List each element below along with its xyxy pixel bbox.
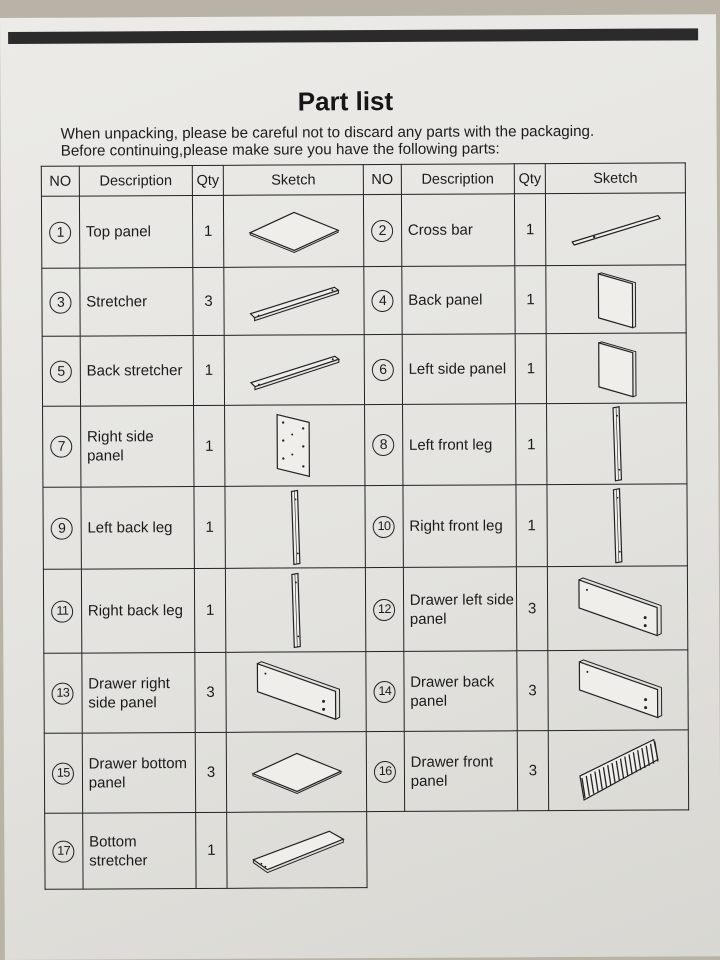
part-sketch-cell	[226, 652, 366, 733]
table-row	[41, 193, 685, 268]
rail-sketch	[224, 279, 363, 324]
page-title: Part list	[297, 85, 394, 117]
part-number-cell	[43, 569, 81, 653]
part-number-cell	[45, 813, 83, 889]
part-description: Drawer back panel	[404, 651, 518, 732]
flat-panel-sketch	[224, 208, 363, 255]
part-description: Top panel	[79, 195, 193, 268]
part-sketch-cell	[224, 195, 364, 268]
part-quantity: 1	[515, 266, 546, 334]
part-quantity: 3	[193, 267, 224, 335]
parts-table	[41, 162, 690, 889]
rail-sketch	[225, 348, 364, 393]
part-description: Stretcher	[80, 267, 194, 336]
header-no: NO	[363, 164, 401, 194]
part-description: Drawer right side panel	[82, 652, 196, 733]
part-number-badge: 12	[373, 598, 395, 620]
table-row	[44, 650, 688, 733]
part-description: Left front leg	[402, 404, 516, 486]
table-row	[44, 730, 688, 813]
part-description: Drawer left side panel	[403, 567, 517, 652]
part-number-badge: 6	[372, 358, 394, 380]
part-sketch-cell	[226, 732, 366, 813]
leg-sketch	[547, 403, 686, 484]
part-number-cell	[42, 336, 80, 406]
part-number-badge: 8	[373, 434, 395, 456]
part-quantity: 1	[192, 195, 223, 267]
part-number-badge: 11	[51, 600, 73, 622]
part-number-badge: 10	[373, 515, 395, 537]
part-number-badge: 17	[53, 840, 75, 862]
header-qty: Qty	[192, 165, 223, 195]
part-quantity: 1	[194, 405, 226, 486]
part-number-cell	[364, 334, 402, 404]
upright-panel-sketch	[546, 267, 685, 332]
board-sketch	[548, 655, 687, 726]
part-quantity: 1	[516, 485, 548, 567]
part-number-badge: 3	[50, 291, 72, 313]
part-quantity: 3	[517, 651, 548, 731]
perforated-panel-sketch	[225, 410, 364, 481]
part-sketch-cell	[224, 335, 364, 406]
header-description: Description	[79, 165, 192, 196]
leg-sketch	[226, 487, 365, 568]
part-number-cell	[365, 485, 403, 567]
empty-cell	[367, 810, 689, 888]
part-number-cell	[365, 567, 403, 651]
part-quantity: 1	[196, 812, 227, 888]
part-description: Left back leg	[81, 486, 195, 569]
parts-table-body	[41, 193, 689, 889]
part-quantity: 1	[194, 486, 226, 568]
part-sketch-cell	[227, 812, 367, 889]
part-number-cell	[363, 194, 401, 266]
table-row	[43, 484, 687, 569]
part-quantity: 3	[516, 567, 548, 651]
table-row	[43, 403, 687, 487]
table-row	[42, 333, 686, 406]
part-sketch-cell	[225, 405, 365, 487]
part-number-badge: 4	[372, 289, 394, 311]
part-sketch-cell	[546, 265, 686, 334]
header-description: Description	[401, 164, 514, 195]
plank-sketch	[227, 825, 366, 876]
part-number-badge: 16	[374, 760, 396, 782]
part-number-cell	[364, 266, 402, 334]
part-sketch-cell	[225, 568, 365, 653]
part-description: Bottom stretcher	[82, 812, 196, 889]
part-quantity: 3	[517, 731, 548, 811]
part-quantity: 3	[195, 652, 226, 732]
part-number-badge: 9	[51, 517, 73, 539]
part-number-cell	[364, 404, 402, 485]
thin-bar-sketch	[546, 209, 685, 250]
part-quantity: 1	[193, 335, 224, 405]
part-list-sheet	[0, 14, 720, 960]
part-sketch-cell	[547, 484, 687, 567]
part-sketch-cell	[225, 486, 365, 569]
ribbed-panel-sketch	[549, 735, 688, 806]
part-number-badge: 7	[51, 436, 73, 458]
part-number-cell	[366, 651, 404, 731]
part-quantity: 1	[515, 334, 546, 404]
part-sketch-cell	[547, 566, 687, 651]
part-number-badge: 14	[374, 680, 396, 702]
part-number-cell	[44, 653, 82, 733]
part-sketch-cell	[546, 333, 686, 404]
part-number-cell	[44, 733, 82, 813]
part-quantity: 1	[515, 404, 547, 485]
part-description: Left side panel	[402, 334, 516, 405]
part-number-badge: 2	[371, 219, 393, 241]
part-quantity: 1	[194, 568, 226, 652]
intro-line-1: When unpacking, please be careful not to discard any parts with the packaging.	[60, 122, 595, 143]
intro-line-2: Before continuing,please make sure you have the following parts:	[60, 140, 500, 160]
part-description: Right side panel	[80, 405, 194, 487]
part-sketch-cell	[224, 267, 364, 336]
part-number-badge: 5	[50, 360, 72, 382]
part-number-badge: 13	[52, 682, 74, 704]
part-sketch-cell	[548, 650, 688, 731]
part-number-cell	[41, 196, 79, 268]
table-row	[43, 566, 687, 653]
table-row	[42, 265, 686, 336]
intro-text	[61, 123, 661, 160]
part-description: Back panel	[402, 266, 516, 335]
part-number-badge: 1	[49, 221, 71, 243]
part-number-cell	[42, 268, 80, 336]
part-quantity: 3	[195, 732, 226, 812]
leg-sketch	[226, 570, 365, 651]
board-sketch	[226, 657, 365, 728]
part-sketch-cell	[545, 193, 685, 266]
part-description: Drawer front panel	[404, 731, 518, 812]
upright-panel-sketch	[547, 336, 686, 401]
part-sketch-cell	[548, 730, 688, 811]
flat-panel-sketch	[227, 749, 366, 796]
part-number-cell	[366, 731, 404, 811]
part-description: Drawer bottom panel	[82, 732, 196, 813]
part-number-cell	[43, 487, 81, 569]
part-number-badge: 15	[52, 762, 74, 784]
part-quantity: 1	[514, 194, 545, 266]
header-sketch: Sketch	[545, 163, 685, 194]
table-row	[45, 810, 689, 889]
part-description: Right back leg	[81, 568, 195, 653]
header-bar	[8, 28, 698, 44]
part-description: Back stretcher	[80, 335, 194, 406]
table-header-row	[41, 163, 685, 196]
part-description: Right front leg	[403, 485, 517, 568]
board-sketch	[548, 573, 687, 644]
part-number-cell	[43, 406, 81, 487]
header-qty: Qty	[514, 164, 545, 194]
part-description: Cross bar	[401, 194, 515, 267]
leg-sketch	[548, 485, 687, 566]
header-sketch: Sketch	[223, 165, 363, 196]
header-no: NO	[41, 166, 79, 196]
part-sketch-cell	[547, 403, 687, 485]
